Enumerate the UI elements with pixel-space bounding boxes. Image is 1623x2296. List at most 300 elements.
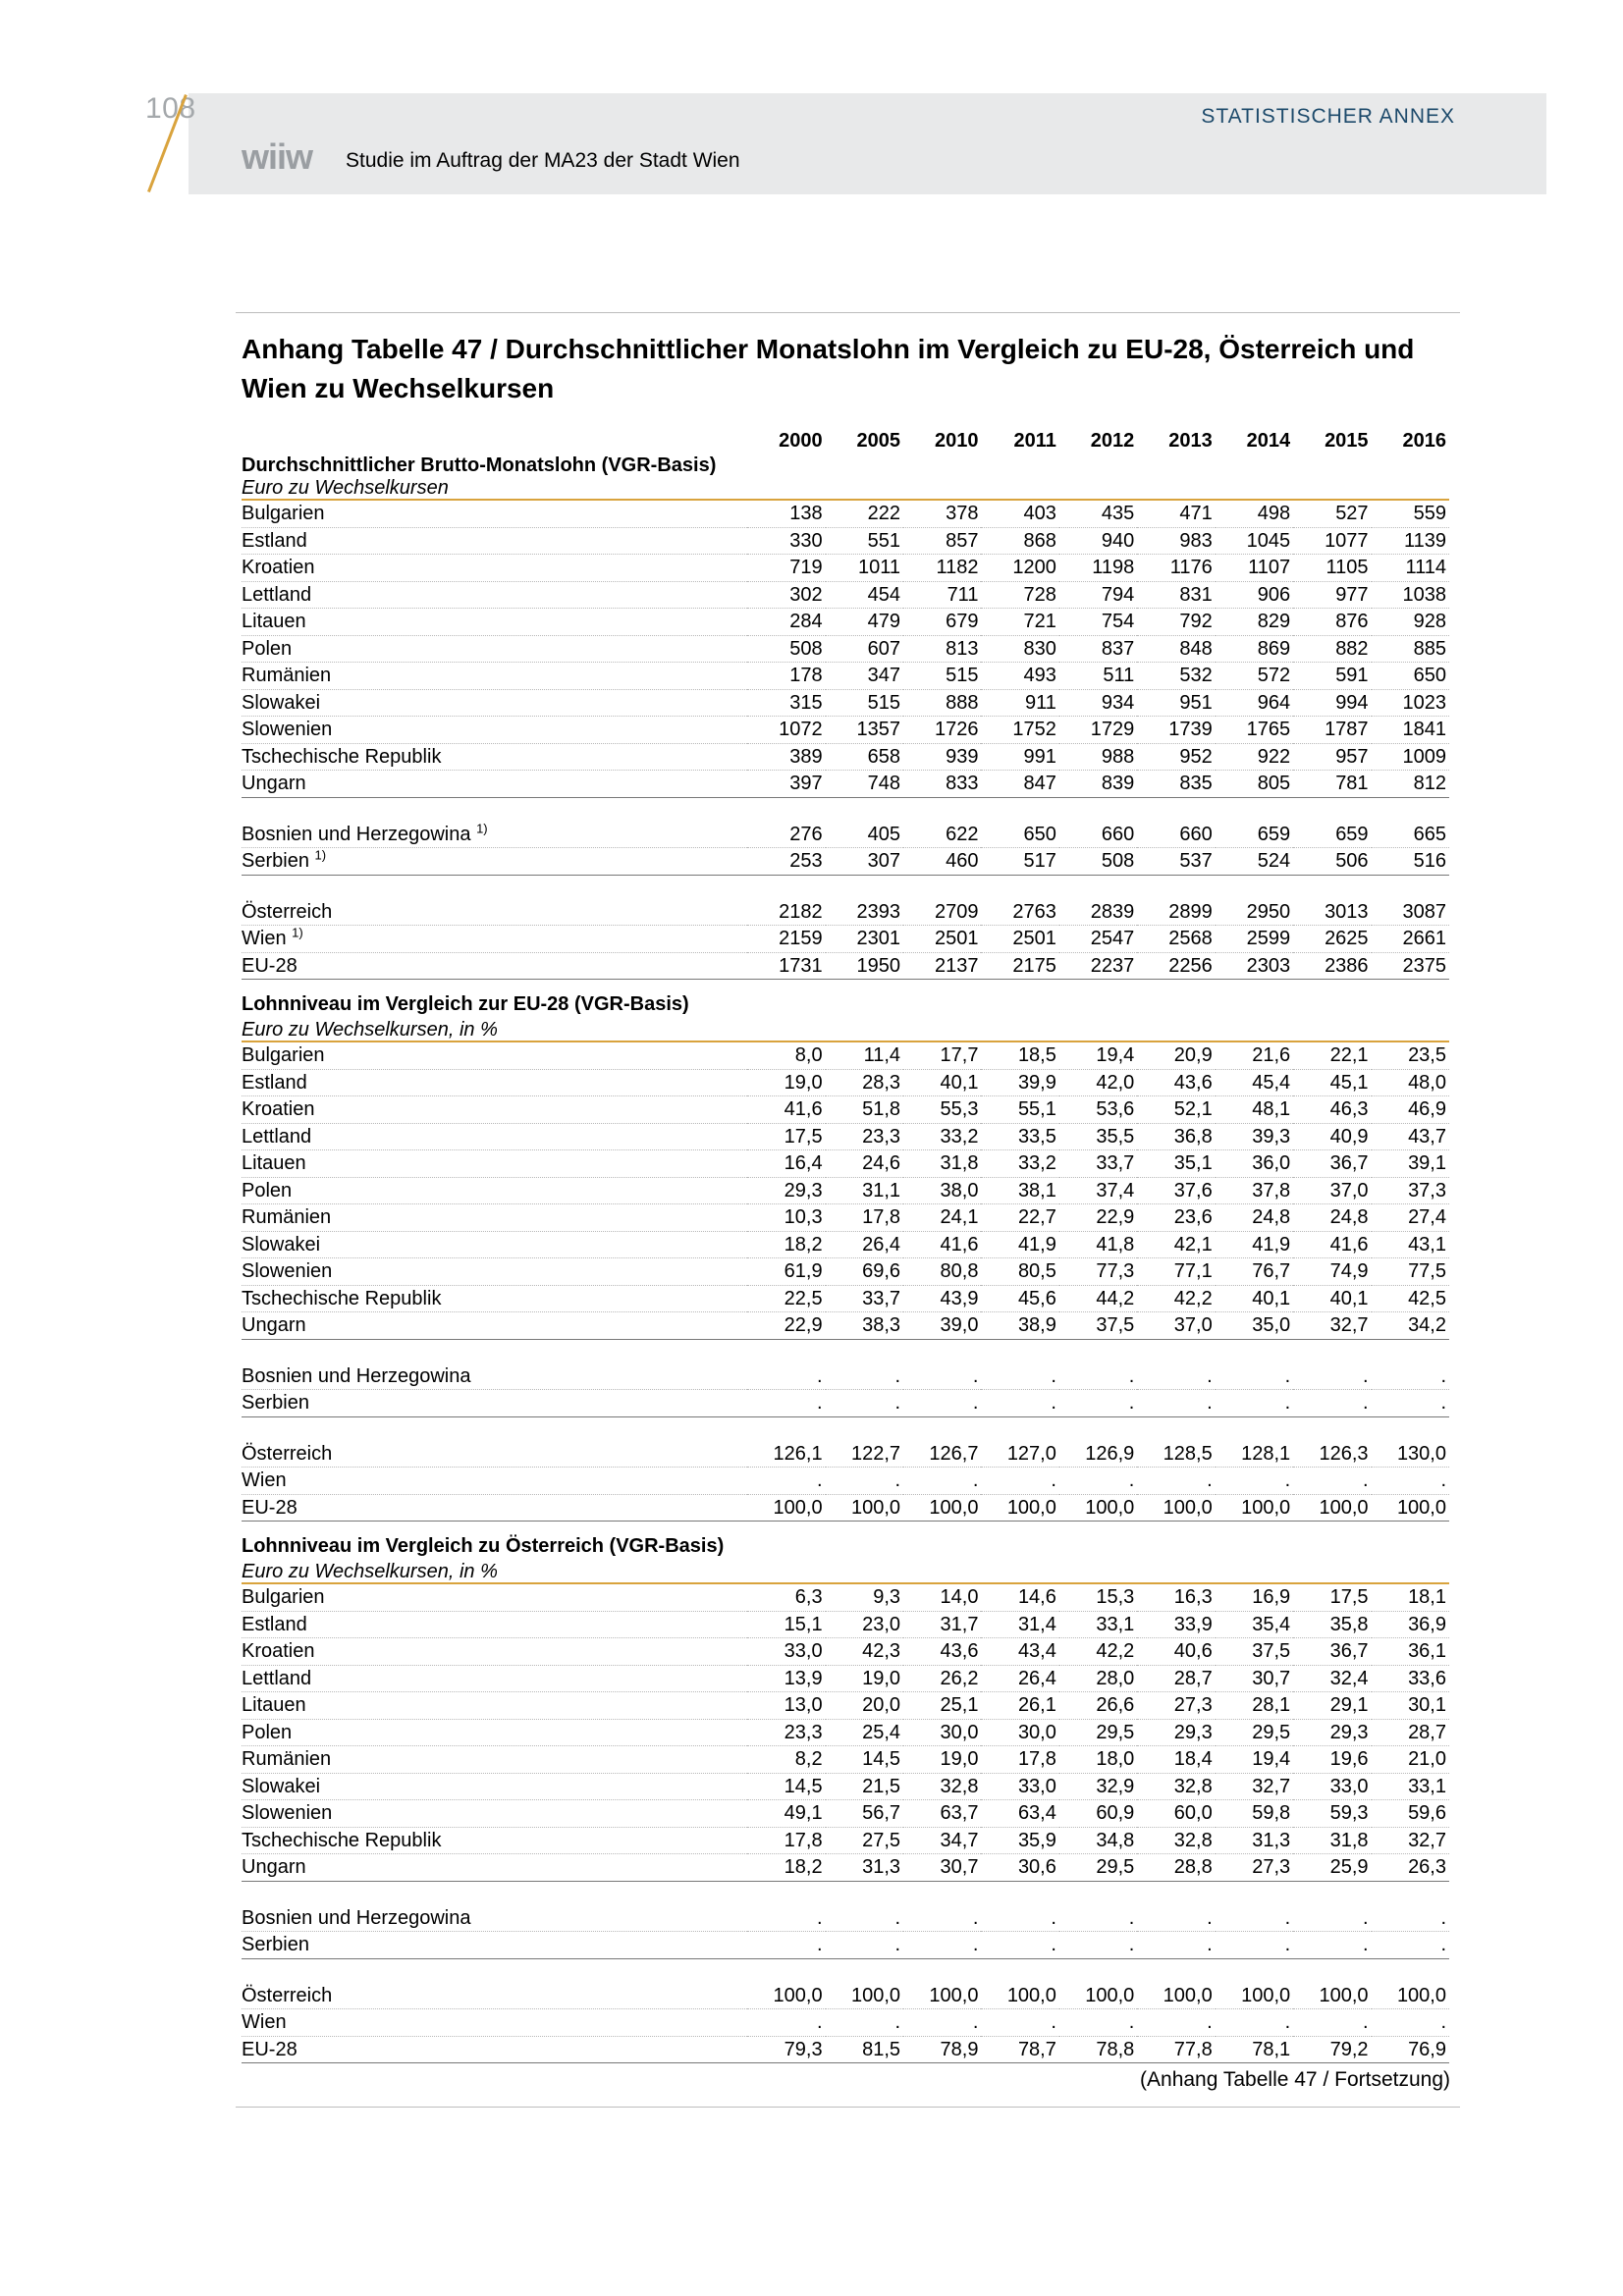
- value-cell: 302: [747, 581, 825, 609]
- row-label-cell: [242, 1827, 747, 1854]
- row-label: Tschechische Republik: [242, 1287, 442, 1309]
- value-cell: 389: [747, 743, 825, 771]
- value-cell: 1077: [1293, 527, 1371, 555]
- row-label-cell: [242, 848, 747, 876]
- value-cell: 537: [1137, 848, 1215, 876]
- table-row: [242, 1041, 1449, 1069]
- table-row: [242, 822, 1449, 848]
- value-cell: 2501: [981, 926, 1058, 953]
- row-label-cell: [242, 926, 747, 953]
- table-row: [242, 1363, 1449, 1390]
- value-cell: 27,3: [1137, 1692, 1215, 1720]
- value-cell: 37,6: [1137, 1177, 1215, 1204]
- value-cell: 330: [747, 527, 825, 555]
- table-row: [242, 1719, 1449, 1746]
- value-cell: .: [981, 1390, 1058, 1417]
- footnote-marker: 1): [476, 821, 488, 836]
- row-label: EU-28: [242, 2038, 298, 2060]
- value-cell: 17,8: [747, 1827, 825, 1854]
- table-row: [242, 1150, 1449, 1178]
- value-cell: 839: [1059, 771, 1137, 798]
- value-cell: 17,8: [826, 1204, 903, 1232]
- value-cell: 100,0: [1372, 1983, 1449, 2009]
- value-cell: 69,6: [826, 1258, 903, 1286]
- value-cell: 126,3: [1293, 1441, 1371, 1468]
- value-cell: 32,7: [1293, 1312, 1371, 1340]
- value-cell: .: [1372, 2009, 1449, 2037]
- value-cell: 41,8: [1059, 1231, 1137, 1258]
- value-cell: 41,9: [981, 1231, 1058, 1258]
- continuation-note: (Anhang Tabelle 47 / Fortsetzung): [1140, 2068, 1450, 2091]
- value-cell: 397: [747, 771, 825, 798]
- value-cell: 36,7: [1293, 1150, 1371, 1178]
- value-cell: 40,1: [903, 1069, 981, 1096]
- value-cell: 1139: [1372, 527, 1449, 555]
- value-cell: 2393: [826, 899, 903, 926]
- value-cell: 44,2: [1059, 1285, 1137, 1312]
- value-cell: 1114: [1372, 555, 1449, 582]
- table-row: [242, 527, 1449, 555]
- value-cell: 76,9: [1372, 2036, 1449, 2063]
- section-unit: Euro zu Wechselkursen, in %: [242, 1561, 1449, 1583]
- table-row: [242, 1177, 1449, 1204]
- value-cell: 23,3: [747, 1719, 825, 1746]
- value-cell: 24,1: [903, 1204, 981, 1232]
- value-cell: 78,9: [903, 2036, 981, 2063]
- value-cell: 38,1: [981, 1177, 1058, 1204]
- value-cell: 2137: [903, 952, 981, 980]
- row-label-cell: [242, 609, 747, 636]
- value-cell: 100,0: [903, 1983, 981, 2009]
- value-cell: 30,1: [1372, 1692, 1449, 1720]
- value-cell: .: [1293, 1932, 1371, 1959]
- row-label-cell: [242, 1773, 747, 1800]
- row-label: Österreich: [242, 900, 333, 923]
- value-cell: 22,9: [747, 1312, 825, 1340]
- value-cell: 28,7: [1137, 1665, 1215, 1692]
- row-label: Slowakei: [242, 1775, 321, 1797]
- value-cell: 1765: [1216, 717, 1293, 744]
- value-cell: .: [1293, 1905, 1371, 1932]
- table-row: [242, 1123, 1449, 1150]
- value-cell: 8,2: [747, 1746, 825, 1774]
- value-cell: 988: [1059, 743, 1137, 771]
- value-cell: 128,5: [1137, 1441, 1215, 1468]
- value-cell: 14,6: [981, 1583, 1058, 1611]
- row-label: EU-28: [242, 954, 298, 977]
- value-cell: 805: [1216, 771, 1293, 798]
- value-cell: 1198: [1059, 555, 1137, 582]
- value-cell: 837: [1059, 635, 1137, 663]
- row-label: Serbien: [242, 1934, 309, 1956]
- table-row: [242, 1773, 1449, 1800]
- row-label-cell: [242, 771, 747, 798]
- value-cell: 34,8: [1059, 1827, 1137, 1854]
- value-cell: 32,8: [903, 1773, 981, 1800]
- value-cell: 19,4: [1216, 1746, 1293, 1774]
- section-unit-row: [242, 1561, 1449, 1583]
- value-cell: 660: [1059, 822, 1137, 848]
- value-cell: 721: [981, 609, 1058, 636]
- value-cell: 36,7: [1293, 1638, 1371, 1666]
- table-row: [242, 1854, 1449, 1882]
- value-cell: 869: [1216, 635, 1293, 663]
- value-cell: 222: [826, 500, 903, 527]
- value-cell: 40,9: [1293, 1123, 1371, 1150]
- value-cell: .: [747, 1468, 825, 1495]
- value-cell: 37,5: [1216, 1638, 1293, 1666]
- value-cell: 33,6: [1372, 1665, 1449, 1692]
- row-label-cell: [242, 1041, 747, 1069]
- section-heading: Lohnniveau im Vergleich zu Österreich (VGR-Basis): [242, 1535, 725, 1557]
- value-cell: 30,6: [981, 1854, 1058, 1882]
- value-cell: 17,5: [1293, 1583, 1371, 1611]
- row-label: Tschechische Republik: [242, 745, 442, 768]
- value-cell: 78,1: [1216, 2036, 1293, 2063]
- row-label: Kroatien: [242, 1640, 315, 1663]
- table-title: Anhang Tabelle 47 / Durchschnittlicher Monatslohn im Vergleich zu EU-28, Österreich und Wien zu Wechselkursen: [242, 334, 1415, 403]
- value-cell: 60,0: [1137, 1800, 1215, 1828]
- value-cell: 33,0: [1293, 1773, 1371, 1800]
- row-label-cell: [242, 1692, 747, 1720]
- value-cell: 100,0: [747, 1494, 825, 1522]
- row-label: Ungarn: [242, 1314, 306, 1337]
- value-cell: 2501: [903, 926, 981, 953]
- row-label-cell: [242, 1638, 747, 1666]
- value-cell: 10,3: [747, 1204, 825, 1232]
- value-cell: 847: [981, 771, 1058, 798]
- value-cell: 1752: [981, 717, 1058, 744]
- value-cell: 403: [981, 500, 1058, 527]
- value-cell: 460: [903, 848, 981, 876]
- value-cell: 59,6: [1372, 1800, 1449, 1828]
- row-label: Kroatien: [242, 1098, 315, 1121]
- value-cell: 42,5: [1372, 1285, 1449, 1312]
- row-label-cell: [242, 555, 747, 582]
- wiiw-logo: wiiw: [242, 136, 313, 177]
- value-cell: .: [826, 1932, 903, 1959]
- group-separator: [242, 875, 1449, 899]
- value-cell: 435: [1059, 500, 1137, 527]
- table-row: [242, 1800, 1449, 1828]
- value-cell: 17,5: [747, 1123, 825, 1150]
- value-cell: 33,2: [981, 1150, 1058, 1178]
- value-cell: .: [826, 1363, 903, 1390]
- value-cell: 511: [1059, 663, 1137, 690]
- row-label-cell: [242, 581, 747, 609]
- row-label-cell: [242, 1494, 747, 1522]
- value-cell: 77,3: [1059, 1258, 1137, 1286]
- row-label: Kroatien: [242, 557, 315, 579]
- row-label: Litauen: [242, 611, 306, 633]
- value-cell: 983: [1137, 527, 1215, 555]
- row-label-cell: [242, 1177, 747, 1204]
- value-cell: 977: [1293, 581, 1371, 609]
- value-cell: 80,5: [981, 1258, 1058, 1286]
- value-cell: 29,3: [747, 1177, 825, 1204]
- row-label: Bosnien und Herzegowina: [242, 823, 471, 845]
- group-separator: [242, 797, 1449, 822]
- value-cell: 882: [1293, 635, 1371, 663]
- value-cell: .: [826, 1905, 903, 1932]
- section-unit: Euro zu Wechselkursen, in %: [242, 1019, 1449, 1041]
- value-cell: 100,0: [1059, 1983, 1137, 2009]
- table-row: [242, 1468, 1449, 1495]
- table-row: [242, 848, 1449, 876]
- value-cell: 49,1: [747, 1800, 825, 1828]
- table-container: [242, 420, 1449, 2063]
- row-label-cell: [242, 2036, 747, 2063]
- value-cell: .: [1137, 1468, 1215, 1495]
- value-cell: 276: [747, 822, 825, 848]
- bottom-rule: [236, 2107, 1460, 2108]
- value-cell: .: [1059, 1905, 1137, 1932]
- value-cell: 100,0: [1293, 1494, 1371, 1522]
- row-label-cell: [242, 1905, 747, 1932]
- value-cell: 2625: [1293, 926, 1371, 953]
- value-cell: 1200: [981, 555, 1058, 582]
- value-cell: 81,5: [826, 2036, 903, 2063]
- value-cell: 26,2: [903, 1665, 981, 1692]
- value-cell: 33,9: [1137, 1611, 1215, 1638]
- value-cell: 30,0: [903, 1719, 981, 1746]
- table-row: [242, 1932, 1449, 1959]
- value-cell: 551: [826, 527, 903, 555]
- section-unit-row: [242, 477, 1449, 500]
- value-cell: 39,0: [903, 1312, 981, 1340]
- value-cell: 1357: [826, 717, 903, 744]
- value-cell: 622: [903, 822, 981, 848]
- table-row: [242, 1983, 1449, 2009]
- value-cell: 498: [1216, 500, 1293, 527]
- value-cell: 42,2: [1059, 1638, 1137, 1666]
- value-cell: 38,0: [903, 1177, 981, 1204]
- value-cell: 42,0: [1059, 1069, 1137, 1096]
- value-cell: 2709: [903, 899, 981, 926]
- table-row: [242, 1494, 1449, 1522]
- value-cell: 77,1: [1137, 1258, 1215, 1286]
- value-cell: .: [1293, 1468, 1371, 1495]
- value-cell: 46,3: [1293, 1096, 1371, 1124]
- value-cell: 957: [1293, 743, 1371, 771]
- value-cell: 36,9: [1372, 1611, 1449, 1638]
- value-cell: 711: [903, 581, 981, 609]
- value-cell: 2237: [1059, 952, 1137, 980]
- row-label: Bulgarien: [242, 1586, 325, 1609]
- value-cell: 888: [903, 689, 981, 717]
- row-label-cell: [242, 1800, 747, 1828]
- row-label: Estland: [242, 1613, 307, 1635]
- row-label: Wien: [242, 2011, 287, 2034]
- value-cell: 41,6: [747, 1096, 825, 1124]
- table-row: [242, 581, 1449, 609]
- row-label: Slowakei: [242, 1233, 321, 1255]
- value-cell: 650: [1372, 663, 1449, 690]
- row-label-cell: [242, 1665, 747, 1692]
- section-heading: Lohnniveau im Vergleich zur EU-28 (VGR-Basis): [242, 993, 689, 1015]
- row-label: Serbien: [242, 1392, 309, 1415]
- value-cell: .: [826, 1390, 903, 1417]
- value-cell: 33,7: [826, 1285, 903, 1312]
- value-cell: 34,2: [1372, 1312, 1449, 1340]
- value-cell: 34,7: [903, 1827, 981, 1854]
- value-cell: .: [826, 2009, 903, 2037]
- value-cell: 52,1: [1137, 1096, 1215, 1124]
- table-body: [242, 454, 1449, 2063]
- value-cell: 31,8: [1293, 1827, 1371, 1854]
- value-cell: 922: [1216, 743, 1293, 771]
- value-cell: .: [1216, 1390, 1293, 1417]
- table-row: [242, 1692, 1449, 1720]
- value-cell: 508: [747, 635, 825, 663]
- value-cell: 77,5: [1372, 1258, 1449, 1286]
- group-separator: [242, 1881, 1449, 1905]
- value-cell: .: [1293, 1390, 1371, 1417]
- value-cell: 51,8: [826, 1096, 903, 1124]
- row-label: Estland: [242, 529, 307, 552]
- table-row: [242, 1638, 1449, 1666]
- value-cell: 22,7: [981, 1204, 1058, 1232]
- value-cell: 792: [1137, 609, 1215, 636]
- table-row: [242, 609, 1449, 636]
- value-cell: 39,1: [1372, 1150, 1449, 1178]
- row-label-cell: [242, 1932, 747, 1959]
- value-cell: .: [1372, 1363, 1449, 1390]
- value-cell: 29,1: [1293, 1692, 1371, 1720]
- value-cell: 33,0: [747, 1638, 825, 1666]
- value-cell: 55,3: [903, 1096, 981, 1124]
- value-cell: 19,0: [826, 1665, 903, 1692]
- row-label: Bosnien und Herzegowina: [242, 1364, 471, 1387]
- value-cell: 100,0: [826, 1494, 903, 1522]
- page-number: 108: [145, 92, 196, 125]
- value-cell: .: [1372, 1390, 1449, 1417]
- value-cell: 829: [1216, 609, 1293, 636]
- value-cell: 2568: [1137, 926, 1215, 953]
- value-cell: .: [1216, 1905, 1293, 1932]
- value-cell: 43,6: [1137, 1069, 1215, 1096]
- table-row: [242, 1611, 1449, 1638]
- value-cell: .: [981, 1905, 1058, 1932]
- row-label-cell: [242, 1854, 747, 1882]
- year-header: 2015: [1325, 430, 1369, 452]
- table-row: [242, 771, 1449, 798]
- value-cell: .: [826, 1468, 903, 1495]
- row-label-cell: [242, 1719, 747, 1746]
- table-row: [242, 1069, 1449, 1096]
- table-row: [242, 2036, 1449, 2063]
- value-cell: .: [1059, 2009, 1137, 2037]
- row-label-cell: [242, 1150, 747, 1178]
- value-cell: 2256: [1137, 952, 1215, 980]
- value-cell: .: [1137, 1363, 1215, 1390]
- value-cell: 1009: [1372, 743, 1449, 771]
- value-cell: 79,2: [1293, 2036, 1371, 2063]
- section-unit: Euro zu Wechselkursen: [242, 477, 1449, 500]
- value-cell: 100,0: [981, 1983, 1058, 2009]
- value-cell: 18,2: [747, 1854, 825, 1882]
- value-cell: 43,4: [981, 1638, 1058, 1666]
- value-cell: 607: [826, 635, 903, 663]
- value-cell: 1105: [1293, 555, 1371, 582]
- value-cell: 479: [826, 609, 903, 636]
- value-cell: 35,4: [1216, 1611, 1293, 1638]
- row-label-cell: [242, 2009, 747, 2037]
- value-cell: 38,3: [826, 1312, 903, 1340]
- table-row: [242, 1441, 1449, 1468]
- value-cell: 559: [1372, 500, 1449, 527]
- row-label: Rumänien: [242, 1206, 332, 1229]
- value-cell: 679: [903, 609, 981, 636]
- value-cell: 36,1: [1372, 1638, 1449, 1666]
- value-cell: 2301: [826, 926, 903, 953]
- table-row: [242, 663, 1449, 690]
- value-cell: 19,6: [1293, 1746, 1371, 1774]
- year-header: 2016: [1402, 430, 1446, 452]
- value-cell: 835: [1137, 771, 1215, 798]
- value-cell: 934: [1059, 689, 1137, 717]
- row-label: Lettland: [242, 583, 312, 606]
- value-cell: 1841: [1372, 717, 1449, 744]
- value-cell: 911: [981, 689, 1058, 717]
- value-cell: .: [1137, 1932, 1215, 1959]
- value-cell: 40,6: [1137, 1638, 1215, 1666]
- value-cell: 405: [826, 822, 903, 848]
- value-cell: 29,3: [1137, 1719, 1215, 1746]
- value-cell: .: [1372, 1468, 1449, 1495]
- value-cell: .: [1293, 2009, 1371, 2037]
- year-header: 2010: [934, 430, 979, 452]
- value-cell: 16,3: [1137, 1583, 1215, 1611]
- year-header: 2012: [1090, 430, 1135, 452]
- row-label: Bulgarien: [242, 1044, 325, 1067]
- value-cell: 42,3: [826, 1638, 903, 1666]
- value-cell: 39,3: [1216, 1123, 1293, 1150]
- value-cell: 876: [1293, 609, 1371, 636]
- value-cell: 43,1: [1372, 1231, 1449, 1258]
- value-cell: 178: [747, 663, 825, 690]
- value-cell: .: [903, 1468, 981, 1495]
- value-cell: 516: [1372, 848, 1449, 876]
- wage-table: [242, 420, 1449, 2063]
- row-label-cell: [242, 1746, 747, 1774]
- value-cell: 2159: [747, 926, 825, 953]
- section-heading-row: [242, 1522, 1449, 1562]
- value-cell: 36,0: [1216, 1150, 1293, 1178]
- row-label-cell: [242, 952, 747, 980]
- value-cell: 55,1: [981, 1096, 1058, 1124]
- value-cell: 1011: [826, 555, 903, 582]
- value-cell: 22,1: [1293, 1041, 1371, 1069]
- row-label-cell: [242, 1611, 747, 1638]
- value-cell: 37,4: [1059, 1177, 1137, 1204]
- value-cell: 1023: [1372, 689, 1449, 717]
- value-cell: 32,4: [1293, 1665, 1371, 1692]
- value-cell: 45,1: [1293, 1069, 1371, 1096]
- value-cell: 1726: [903, 717, 981, 744]
- value-cell: .: [981, 1932, 1058, 1959]
- value-cell: 21,0: [1372, 1746, 1449, 1774]
- value-cell: 30,7: [903, 1854, 981, 1882]
- row-label: Lettland: [242, 1667, 312, 1689]
- value-cell: 78,8: [1059, 2036, 1137, 2063]
- value-cell: 754: [1059, 609, 1137, 636]
- value-cell: 2303: [1216, 952, 1293, 980]
- value-cell: 506: [1293, 848, 1371, 876]
- value-cell: 138: [747, 500, 825, 527]
- separator-cell: [242, 1881, 1449, 1905]
- value-cell: 43,9: [903, 1285, 981, 1312]
